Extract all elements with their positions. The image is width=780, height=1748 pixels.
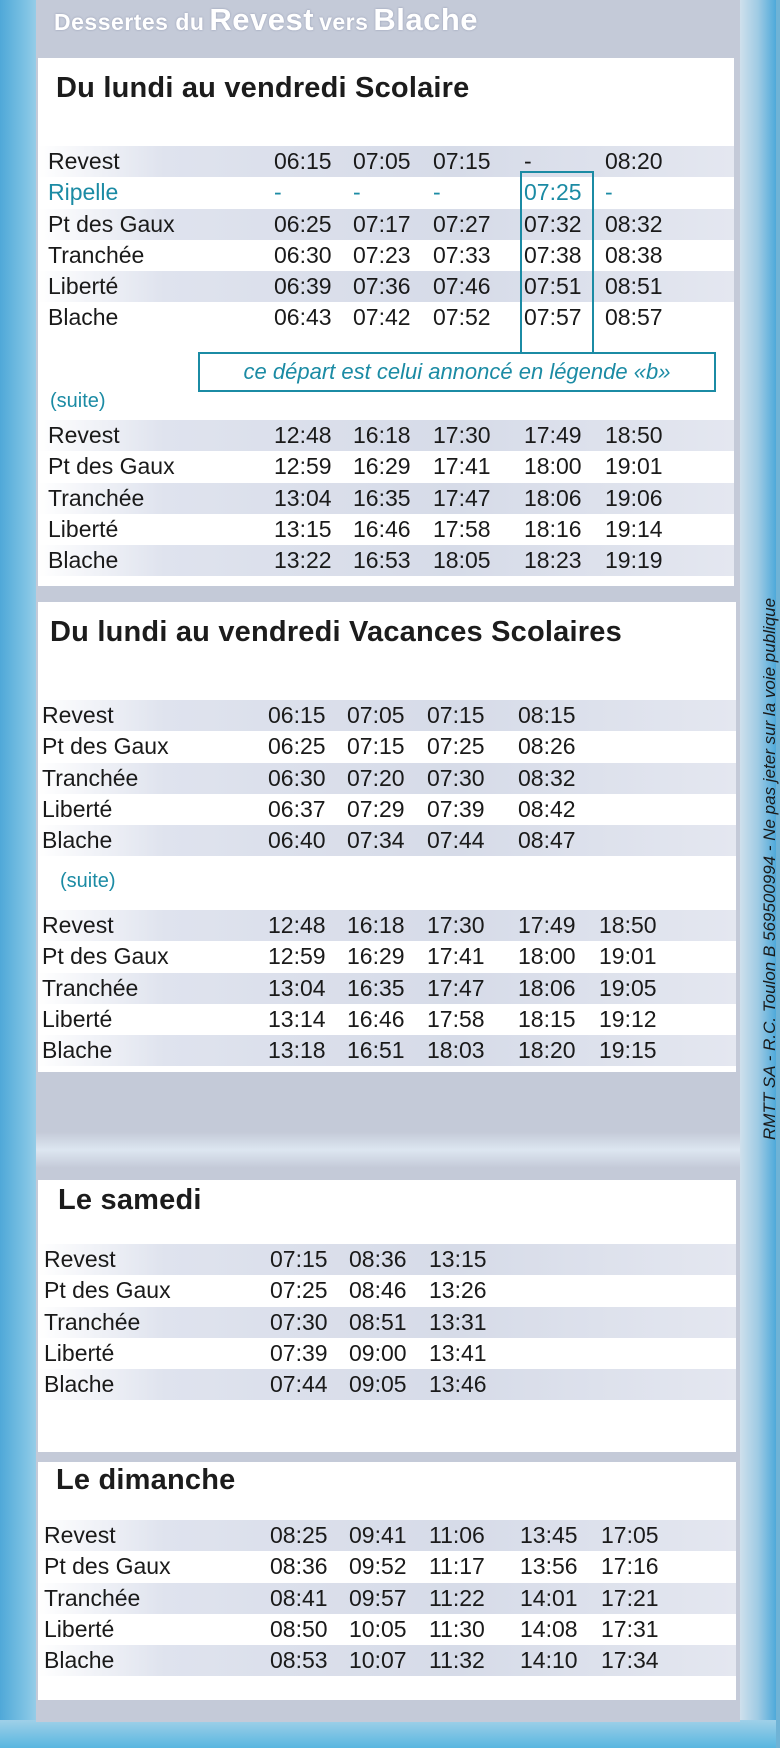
departure-time: 17:41 [427, 943, 485, 970]
legend-note: ce départ est celui annoncé en légende «b» [198, 352, 716, 392]
table-row [38, 209, 734, 240]
departure-time: 17:16 [601, 1553, 659, 1580]
departure-time: 07:30 [427, 764, 485, 791]
departure-time: 16:18 [347, 912, 405, 938]
departure-time: 10:07 [349, 1647, 407, 1674]
suite-label-scolaire: (suite) [50, 390, 106, 412]
departure-time: 19:14 [605, 515, 663, 542]
departure-time: 16:51 [347, 1037, 405, 1064]
departure-time: 08:38 [605, 241, 663, 268]
table-row [38, 271, 734, 302]
departure-time: 16:53 [353, 547, 411, 574]
stop-name: Tranchée [48, 241, 145, 268]
stop-name: Blache [48, 547, 119, 574]
departure-time: 07:46 [433, 273, 491, 300]
table-row [38, 1275, 736, 1306]
departure-time: 19:05 [599, 974, 657, 1001]
departure-time: 19:06 [605, 484, 663, 511]
departure-time: 07:29 [347, 795, 405, 822]
departure-time: 13:18 [268, 1037, 326, 1064]
departure-time: 17:30 [427, 912, 485, 938]
stop-name: Tranchée [48, 484, 145, 511]
panel-samedi [38, 1180, 736, 1452]
departure-time: 06:37 [268, 795, 326, 822]
departure-time: 07:25 [270, 1277, 328, 1304]
departure-time: 13:04 [268, 974, 326, 1001]
departure-time: 13:22 [274, 547, 332, 574]
table-row [38, 910, 736, 941]
stop-name: Pt des Gaux [48, 453, 175, 480]
stop-name: Liberté [48, 515, 119, 542]
departure-time: 18:05 [433, 547, 491, 574]
departure-time: 09:41 [349, 1522, 407, 1548]
departure-time: 08:42 [518, 795, 576, 822]
stop-name: Ripelle [48, 179, 119, 206]
departure-time: 13:15 [429, 1246, 487, 1272]
departure-time: 08:25 [270, 1522, 328, 1548]
stop-name: Pt des Gaux [44, 1553, 171, 1580]
section-title-scolaire: Du lundi au vendredi Scolaire [56, 72, 470, 104]
departure-time: 07:38 [524, 241, 582, 268]
departure-time: 07:32 [524, 210, 582, 237]
departure-time: 19:15 [599, 1037, 657, 1064]
departure-time: 19:12 [599, 1005, 657, 1032]
title-destination: Blache [373, 2, 479, 37]
departure-time: 07:15 [427, 702, 485, 728]
panel-vacances [38, 602, 736, 1072]
table-row [38, 1338, 736, 1369]
stop-name: Revest [44, 1246, 116, 1272]
departure-time: 07:25 [427, 733, 485, 760]
departure-time: 17:58 [433, 515, 491, 542]
departure-time: 06:15 [274, 148, 332, 174]
title-mid: vers [319, 9, 369, 35]
departure-time: 16:29 [353, 453, 411, 480]
side-legal-note: RMTT SA - R.C. Toulon B 569500994 - Ne pas jeter sur la voie publique [760, 597, 779, 1140]
departure-time: 06:43 [274, 304, 332, 331]
departure-time: 07:57 [524, 304, 582, 331]
departure-time: 11:22 [429, 1584, 485, 1611]
departure-time: 13:14 [268, 1005, 326, 1032]
timetable-dimanche [38, 1520, 736, 1676]
stop-name: Liberté [44, 1615, 115, 1642]
stop-name: Liberté [42, 795, 113, 822]
table-row [38, 514, 734, 545]
departure-time: 18:06 [524, 484, 582, 511]
table-row [38, 973, 736, 1004]
departure-time: 08:36 [349, 1246, 407, 1272]
departure-time: 17:41 [433, 453, 491, 480]
paper-fold-glare [36, 1132, 740, 1168]
stop-name: Tranchée [44, 1584, 141, 1611]
timetable-vacances-part1 [38, 700, 736, 856]
table-row [38, 420, 734, 451]
timetable-samedi [38, 1244, 736, 1400]
table-row [38, 1614, 736, 1645]
stop-name: Blache [42, 827, 113, 854]
table-row [38, 731, 736, 762]
departure-time: 07:15 [347, 733, 405, 760]
departure-time: 16:35 [353, 484, 411, 511]
departure-time: 11:32 [429, 1647, 485, 1674]
departure-time: 13:41 [429, 1339, 487, 1366]
stop-name: Revest [44, 1522, 116, 1548]
departure-time: 08:47 [518, 827, 576, 854]
departure-time: 13:46 [429, 1371, 487, 1398]
departure-time: - [274, 179, 282, 206]
stop-name: Pt des Gaux [44, 1277, 171, 1304]
departure-time: 16:46 [353, 515, 411, 542]
departure-time: 14:10 [520, 1647, 578, 1674]
panel-dimanche [38, 1462, 736, 1700]
departure-time: 07:42 [353, 304, 411, 331]
departure-time: 17:05 [601, 1522, 659, 1548]
departure-time: 09:57 [349, 1584, 407, 1611]
departure-time: 09:00 [349, 1339, 407, 1366]
stop-name: Blache [44, 1371, 115, 1398]
departure-time: 08:53 [270, 1647, 328, 1674]
table-row [38, 1307, 736, 1338]
departure-time: - [605, 179, 613, 206]
departure-time: 09:05 [349, 1371, 407, 1398]
table-row [38, 451, 734, 482]
section-title-dimanche: Le dimanche [56, 1464, 236, 1496]
departure-time: 07:39 [270, 1339, 328, 1366]
departure-time: 12:48 [268, 912, 326, 938]
departure-time: 18:00 [524, 453, 582, 480]
stop-name: Pt des Gaux [42, 733, 169, 760]
departure-time: 08:51 [349, 1308, 407, 1335]
departure-time: 07:30 [270, 1308, 328, 1335]
departure-time: 13:26 [429, 1277, 487, 1304]
stop-name: Blache [48, 304, 119, 331]
stop-name: Revest [42, 912, 114, 938]
departure-time: 19:01 [605, 453, 663, 480]
departure-time: 18:15 [518, 1005, 576, 1032]
departure-time: 17:47 [433, 484, 491, 511]
table-row [38, 1520, 736, 1551]
stop-name: Blache [44, 1647, 115, 1674]
table-row [38, 700, 736, 731]
stop-name: Tranchée [42, 974, 139, 1001]
departure-time: 13:15 [274, 515, 332, 542]
departure-time: 07:20 [347, 764, 405, 791]
departure-time: 14:08 [520, 1615, 578, 1642]
departure-time: 07:15 [433, 148, 491, 174]
stop-name: Blache [42, 1037, 113, 1064]
table-row [38, 240, 734, 271]
departure-time: 18:06 [518, 974, 576, 1001]
table-row [38, 825, 736, 856]
stop-name: Liberté [48, 273, 119, 300]
title-prefix: Dessertes du [54, 9, 205, 35]
table-row [38, 1035, 736, 1066]
departure-time: 08:36 [270, 1553, 328, 1580]
departure-time: 18:20 [518, 1037, 576, 1064]
departure-time: 07:39 [427, 795, 485, 822]
panel-scolaire [38, 58, 734, 586]
stop-name: Liberté [42, 1005, 113, 1032]
table-row [38, 1645, 736, 1676]
table-row [38, 177, 734, 208]
departure-time: 09:52 [349, 1553, 407, 1580]
table-row [38, 794, 736, 825]
departure-time: 17:49 [524, 422, 582, 448]
departure-time: 19:01 [599, 943, 657, 970]
departure-time: 13:45 [520, 1522, 578, 1548]
departure-time: - [433, 179, 441, 206]
departure-time: 07:25 [524, 179, 582, 206]
departure-time: 13:31 [429, 1308, 487, 1335]
departure-time: 07:27 [433, 210, 491, 237]
departure-time: 07:23 [353, 241, 411, 268]
departure-time: - [524, 148, 532, 174]
departure-time: 16:29 [347, 943, 405, 970]
departure-time: 07:05 [347, 702, 405, 728]
departure-time: 08:57 [605, 304, 663, 331]
departure-time: 07:15 [270, 1246, 328, 1272]
departure-time: 08:41 [270, 1584, 328, 1611]
departure-time: 11:17 [429, 1553, 485, 1580]
section-title-samedi: Le samedi [58, 1184, 202, 1216]
departure-time: 07:34 [347, 827, 405, 854]
departure-time: 08:20 [605, 148, 663, 174]
stop-name: Tranchée [44, 1308, 141, 1335]
stop-name: Revest [48, 422, 120, 448]
departure-time: 17:31 [601, 1615, 659, 1642]
table-row [38, 483, 734, 514]
departure-time: 06:25 [268, 733, 326, 760]
departure-time: 17:47 [427, 974, 485, 1001]
title-origin: Revest [209, 2, 315, 37]
departure-time: 08:26 [518, 733, 576, 760]
departure-time: 16:35 [347, 974, 405, 1001]
departure-time: 12:59 [274, 453, 332, 480]
departure-time: 08:51 [605, 273, 663, 300]
stop-name: Pt des Gaux [48, 210, 175, 237]
departure-time: 07:44 [270, 1371, 328, 1398]
timetable-scolaire-part1 [38, 146, 734, 334]
stop-name: Revest [48, 148, 120, 174]
stop-name: Revest [42, 702, 114, 728]
table-row [38, 545, 734, 576]
departure-time: 18:23 [524, 547, 582, 574]
table-row [38, 146, 734, 177]
departure-time: 16:18 [353, 422, 411, 448]
departure-time: 17:30 [433, 422, 491, 448]
departure-time: 08:32 [605, 210, 663, 237]
departure-time: 08:32 [518, 764, 576, 791]
table-row [38, 1369, 736, 1400]
table-row [38, 1551, 736, 1582]
departure-time: 12:48 [274, 422, 332, 448]
departure-time: 18:00 [518, 943, 576, 970]
departure-time: 17:49 [518, 912, 576, 938]
timetable-vacances-part2 [38, 910, 736, 1066]
stop-name: Tranchée [42, 764, 139, 791]
departure-time: 07:44 [427, 827, 485, 854]
departure-time: 07:33 [433, 241, 491, 268]
table-row [38, 1004, 736, 1035]
departure-time: 18:16 [524, 515, 582, 542]
departure-time: 11:30 [429, 1615, 485, 1642]
departure-time: 06:30 [274, 241, 332, 268]
departure-time: 12:59 [268, 943, 326, 970]
page-title [54, 2, 478, 42]
departure-time: 17:21 [601, 1584, 659, 1611]
departure-time: 19:19 [605, 547, 663, 574]
section-title-vacances: Du lundi au vendredi Vacances Scolaires [50, 616, 622, 648]
departure-time: 10:05 [349, 1615, 407, 1642]
departure-time: 13:56 [520, 1553, 578, 1580]
departure-time: 16:46 [347, 1005, 405, 1032]
timetable-scolaire-part2 [38, 420, 734, 576]
departure-time: 07:17 [353, 210, 411, 237]
table-row [38, 302, 734, 333]
table-row [38, 941, 736, 972]
departure-time: 08:50 [270, 1615, 328, 1642]
departure-time: 07:52 [433, 304, 491, 331]
stop-name: Liberté [44, 1339, 115, 1366]
departure-time: 07:36 [353, 273, 411, 300]
departure-time: 06:39 [274, 273, 332, 300]
departure-time: 08:46 [349, 1277, 407, 1304]
highlight-bracket [520, 171, 594, 355]
departure-time: 11:06 [429, 1522, 485, 1548]
suite-label-vacances: (suite) [60, 870, 116, 892]
departure-time: 06:40 [268, 827, 326, 854]
departure-time: 07:51 [524, 273, 582, 300]
departure-time: 07:05 [353, 148, 411, 174]
table-row [38, 1583, 736, 1614]
departure-time: 17:58 [427, 1005, 485, 1032]
table-row [38, 1244, 736, 1275]
departure-time: 06:25 [274, 210, 332, 237]
departure-time: 18:03 [427, 1037, 485, 1064]
departure-time: 08:15 [518, 702, 576, 728]
departure-time: - [353, 179, 361, 206]
bottom-edge-strip [0, 1720, 776, 1748]
departure-time: 06:30 [268, 764, 326, 791]
departure-time: 18:50 [599, 912, 657, 938]
departure-time: 17:34 [601, 1647, 659, 1674]
departure-time: 06:15 [268, 702, 326, 728]
departure-time: 13:04 [274, 484, 332, 511]
table-row [38, 763, 736, 794]
departure-time: 18:50 [605, 422, 663, 448]
stop-name: Pt des Gaux [42, 943, 169, 970]
departure-time: 14:01 [520, 1584, 578, 1611]
